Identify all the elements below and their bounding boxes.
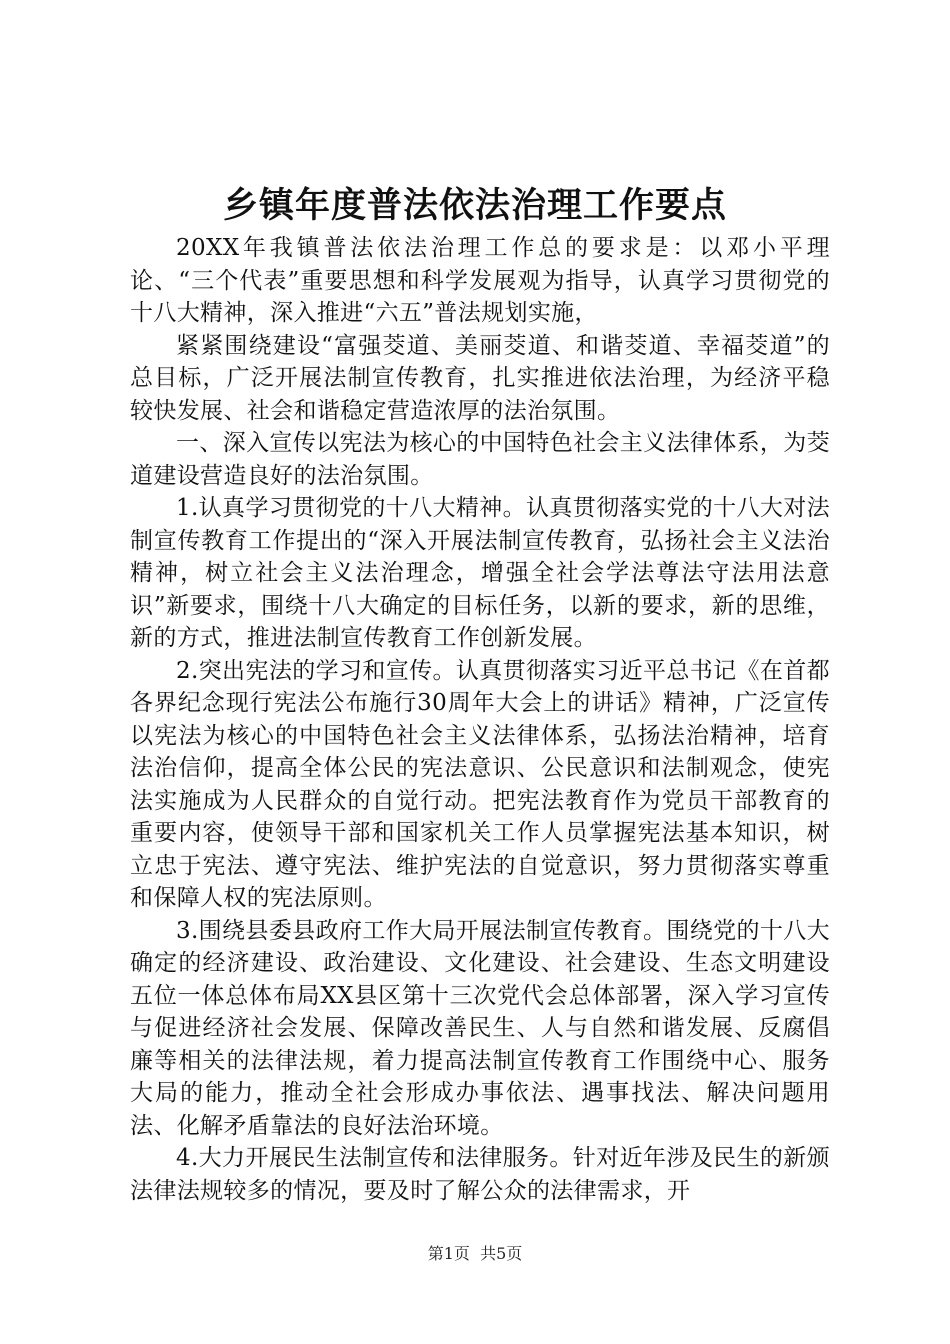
paragraph-goal: 紧紧围绕建设“富强茭道、美丽茭道、和谐茭道、幸福茭道”的总目标，广泛开展法制宣传教育，扎实推进依法治理，为经济平稳较快发展、社会和谐稳定营造浓厚的法治氛围。: [130, 332, 830, 424]
paragraph-item-2: 2.突出宪法的学习和宣传。认真贯彻落实习近平总书记《在首都各界纪念现行宪法公布施行30周年大会上的讲话》精神，广泛宣传以宪法为核心的中国特色社会主义法律体系，弘扬法治精神，培育法治信仰，提高全体公民的宪法意识、公民意识和法制观念，使宪法实施成为人民群众的自觉行动。把宪法教育作为党员干部教育的重要内容，使领导干部和国家机关工作人员掌握宪法基本知识，树立忠于宪法、遵守宪法、维护宪法的自觉意识，努力贯彻落实尊重和保障人权的宪法原则。: [130, 657, 830, 911]
document-body: [130, 232, 830, 1207]
page-number: 第1页 共5页: [427, 1244, 523, 1263]
paragraph-item-3: 3.围绕县委县政府工作大局开展法制宣传教育。围绕党的十八大确定的经济建设、政治建设、文化建设、社会建设、生态文明建设五位一体总体布局XX县区第十三次党代会总体部署，深入学习宣传与促进经济社会发展、保障改善民生、人与自然和谐发展、反腐倡廉等相关的法律法规，着力提高法制宣传教育工作围绕中心、服务大局的能力，推动全社会形成办事依法、遇事找法、解决问题用法、化解矛盾靠法的良好法治环境。: [130, 917, 830, 1139]
paragraph-item-4: 4.大力开展民生法制宣传和法律服务。针对近年涉及民生的新颁法律法规较多的情况，要及时了解公众的法律需求，开: [130, 1145, 830, 1204]
paragraph-item-1: 1.认真学习贯彻党的十八大精神。认真贯彻落实党的十八大对法制宣传教育工作提出的“深入开展法制宣传教育，弘扬社会主义法治精神，树立社会主义法治理念，增强全社会学法尊法守法用法意识”新要求，围绕十八大确定的目标任务，以新的要求，新的思维，新的方式，推进法制宣传教育工作创新发展。: [130, 495, 830, 651]
document-title: 乡镇年度普法依法治理工作要点: [222, 185, 727, 226]
paragraph-intro: 20XX年我镇普法依法治理工作总的要求是：以邓小平理论、“三个代表”重要思想和科学发展观为指导，认真学习贯彻党的十八大精神，深入推进“六五”普法规划实施，: [130, 235, 830, 326]
page-footer: [0, 1244, 950, 1264]
section-heading-1: 一、深入宣传以宪法为核心的中国特色社会主义法律体系，为茭道建设营造良好的法治氛围。: [130, 430, 830, 489]
